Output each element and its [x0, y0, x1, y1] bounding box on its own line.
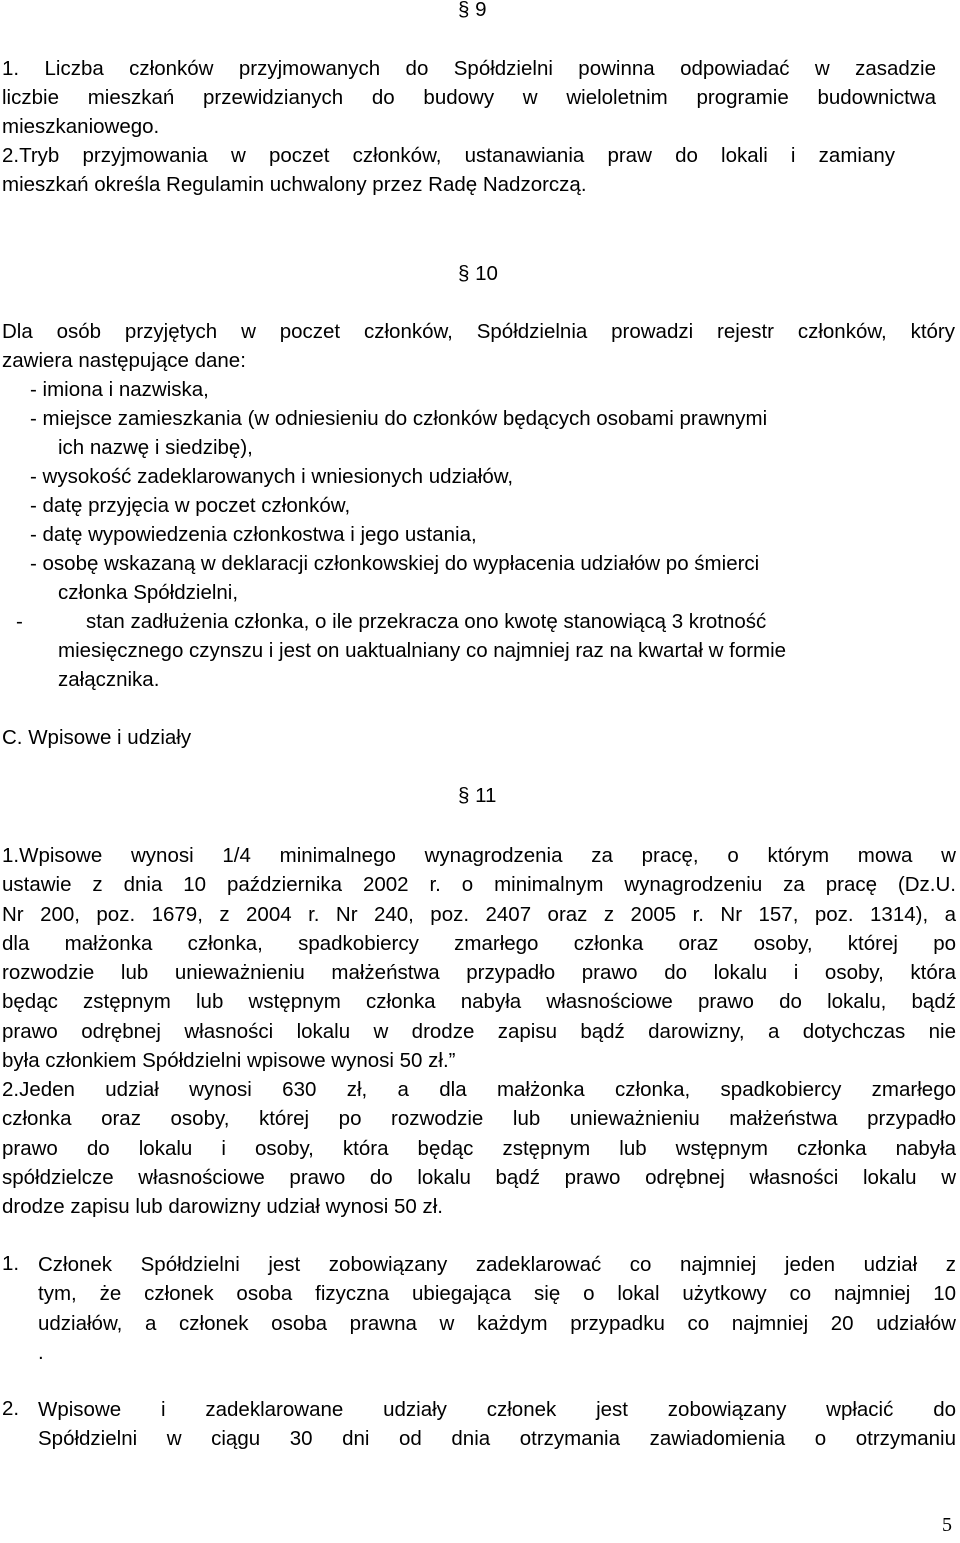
s9-line-2: liczbie mieszkań przewidzianych do budowy w wieloletnim programie budownictwa: [2, 86, 936, 109]
s11-p2-line: drodze zapisu lub darowizny udział wynosi 50 zł.: [2, 1195, 443, 1219]
s9-line-3: mieszkaniowego.: [2, 115, 160, 138]
register-item: - imiona i nazwiska,: [30, 378, 209, 401]
register-item-cont: ich nazwę i siedzibę),: [58, 436, 253, 459]
s9-line-1: 1. Liczba członków przyjmowanych do Spółdzielni powinna odpowiadać w zasadzie: [2, 57, 936, 80]
n2-line: Spółdzielni w ciągu 30 dni od dnia otrzymania zawiadomienia o otrzymaniu: [38, 1427, 956, 1451]
section-9-heading: § 9: [458, 0, 487, 21]
s9-line-5: mieszkań określa Regulamin uchwalony przez Radę Nadzorczą.: [2, 173, 587, 196]
s10-intro-1: Dla osób przyjętych w poczet członków, Spółdzielnia prowadzi rejestr członków, który: [2, 320, 955, 343]
s10-intro-2: zawiera następujące dane:: [2, 349, 246, 372]
register-item: - datę przyjęcia w poczet członków,: [30, 494, 351, 517]
n1-line: udziałów, a członek osoba prawna w każdym przypadku co najmniej 20 udziałów: [38, 1311, 956, 1335]
n1-line: tym, że członek osoba fizyczna ubiegająca się o lokal użytkowy co najmniej 10: [38, 1282, 956, 1306]
s11-p1-line: ustawie z dnia 10 października 2002 r. o minimalnym wynagrodzeniu za pracę (Dz.U.: [2, 873, 956, 897]
s11-paragraph-1: [2, 841, 956, 1075]
section-10-heading: § 10: [458, 262, 498, 285]
section-11-heading: § 11: [458, 784, 497, 807]
n2-line: Wpisowe i zadeklarowane udziały członek jest zobowiązany wpłacić do: [38, 1398, 956, 1421]
register-item: - wysokość zadeklarowanych i wniesionych udziałów,: [30, 465, 514, 488]
register-item: - osobę wskazaną w deklaracji członkowskiej do wypłacenia udziałów po śmierci: [30, 552, 760, 575]
register-item-cont: członka Spółdzielni,: [58, 581, 239, 604]
register-item-dash: -: [16, 610, 23, 633]
register-item-cont: miesięcznego czynszu i jest on uaktualniany co najmniej raz na kwartał w formie: [58, 639, 787, 662]
s11-p1-line: dla małżonka członka, spadkobiercy zmarłego członka oraz osoby, której po: [2, 931, 956, 955]
numbered-item-1: [38, 1250, 956, 1367]
register-item: - miejsce zamieszkania (w odniesieniu do członków będących osobami prawnymi: [30, 407, 768, 430]
s11-p2-line: członka oraz osoby, której po rozwodzie lub unieważnieniu małżeństwa przypadło: [2, 1107, 956, 1131]
s11-p2-line: 2.Jeden udział wynosi 630 zł, a dla małżonka członka, spadkobiercy zmarłego: [2, 1078, 956, 1101]
s11-p1-line: była członkiem Spółdzielni wpisowe wynosi 50 zł.”: [2, 1049, 456, 1073]
register-item-cont: załącznika.: [58, 668, 160, 691]
numbered-item-1-number: 1.: [2, 1252, 20, 1275]
s11-p1-line: będąc zstępnym lub wstępnym członka nabyła własnościowe prawo do lokalu, bądź: [2, 990, 956, 1014]
s11-p1-line: 1.Wpisowe wynosi 1/4 minimalnego wynagrodzenia za pracę, o którym mowa w: [2, 844, 956, 867]
section-c-title: C. Wpisowe i udziały: [2, 726, 192, 749]
s9-line-4: 2.Tryb przyjmowania w poczet członków, ustanawiania praw do lokali i zamiany: [2, 144, 895, 167]
s11-p2-line: spółdzielcze własnościowe prawo do lokalu bądź prawo odrębnej własności lokalu w: [2, 1165, 956, 1189]
s11-p1-line: rozwodzie lub unieważnieniu małżeństwa przypadło prawo do lokalu i osoby, która: [2, 961, 956, 985]
n1-line: Członek Spółdzielni jest zobowiązany zadeklarować co najmniej jeden udział z: [38, 1253, 956, 1276]
numbered-item-2: [38, 1395, 956, 1454]
s11-p1-line: Nr 200, poz. 1679, z 2004 r. Nr 240, poz. 2407 oraz z 2005 r. Nr 157, poz. 1314), a: [2, 902, 956, 926]
page-number: 5: [942, 1514, 952, 1536]
s11-p1-line: prawo odrębnej własności lokalu w drodze zapisu bądź darowizny, a dotychczas nie: [2, 1019, 956, 1043]
register-item: - datę wypowiedzenia członkostwa i jego ustania,: [30, 523, 477, 546]
n1-line: .: [38, 1340, 44, 1364]
numbered-item-2-number: 2.: [2, 1397, 20, 1420]
s11-p2-line: prawo do lokalu i osoby, która będąc zstępnym lub wstępnym członka nabyła: [2, 1136, 956, 1160]
s11-paragraph-2: [2, 1075, 956, 1221]
register-item: stan zadłużenia członka, o ile przekracza ono kwotę stanowiącą 3 krotność: [86, 610, 767, 633]
